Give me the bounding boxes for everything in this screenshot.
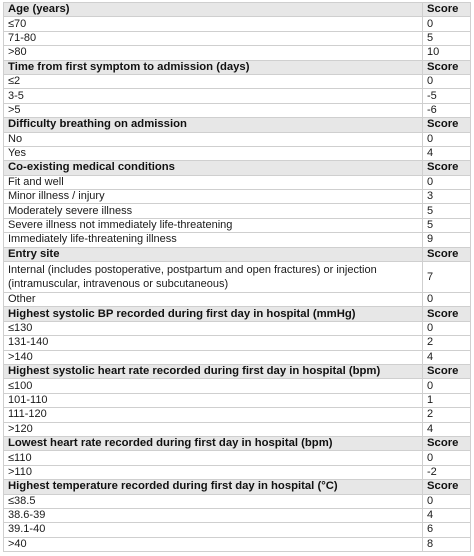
- row-label: Other: [4, 293, 423, 307]
- row-label: 38.6-39: [4, 508, 423, 522]
- row-label: 39.1-40: [4, 523, 423, 537]
- table-row: [4, 132, 471, 146]
- score-column-header: Score: [423, 436, 471, 450]
- row-label: >80: [4, 46, 423, 60]
- table-row: [4, 74, 471, 88]
- section-title: Highest systolic BP recorded during first day in hospital (mmHg): [4, 307, 423, 321]
- row-score: 2: [423, 408, 471, 422]
- section-title: Difficulty breathing on admission: [4, 118, 423, 132]
- table-row: [4, 422, 471, 436]
- score-column-header: Score: [423, 118, 471, 132]
- table-row: [4, 393, 471, 407]
- row-score: 4: [423, 350, 471, 364]
- score-column-header: Score: [423, 3, 471, 17]
- score-column-header: Score: [423, 364, 471, 378]
- row-label: 101-110: [4, 393, 423, 407]
- row-label: >140: [4, 350, 423, 364]
- table-row: [4, 204, 471, 218]
- table-row: [4, 451, 471, 465]
- row-score: 8: [423, 537, 471, 551]
- row-score: 3: [423, 190, 471, 204]
- row-label: >120: [4, 422, 423, 436]
- table-row: [4, 17, 471, 31]
- row-score: 0: [423, 379, 471, 393]
- row-score: -2: [423, 465, 471, 479]
- row-label: Severe illness not immediately life-threatening: [4, 218, 423, 232]
- score-table-body: [4, 3, 471, 552]
- row-label: ≤2: [4, 74, 423, 88]
- section-header-row: [4, 247, 471, 261]
- row-score: 0: [423, 451, 471, 465]
- score-column-header: Score: [423, 480, 471, 494]
- row-label: 3-5: [4, 89, 423, 103]
- section-header-row: [4, 436, 471, 450]
- table-row: [4, 218, 471, 232]
- score-column-header: Score: [423, 247, 471, 261]
- table-row: [4, 190, 471, 204]
- row-score: 4: [423, 146, 471, 160]
- row-label: >5: [4, 103, 423, 117]
- row-score: 5: [423, 204, 471, 218]
- row-score: 0: [423, 293, 471, 307]
- table-row: [4, 46, 471, 60]
- score-column-header: Score: [423, 307, 471, 321]
- score-column-header: Score: [423, 60, 471, 74]
- score-table-container: [3, 2, 470, 552]
- row-label: Yes: [4, 146, 423, 160]
- row-score: 7: [423, 262, 471, 293]
- table-row: [4, 494, 471, 508]
- row-label: 71-80: [4, 31, 423, 45]
- section-header-row: [4, 161, 471, 175]
- row-score: 4: [423, 508, 471, 522]
- row-score: -5: [423, 89, 471, 103]
- table-row: [4, 350, 471, 364]
- table-row: [4, 31, 471, 45]
- table-row: [4, 321, 471, 335]
- section-header-row: [4, 60, 471, 74]
- row-label: >110: [4, 465, 423, 479]
- section-header-row: [4, 118, 471, 132]
- row-label: No: [4, 132, 423, 146]
- section-title: Age (years): [4, 3, 423, 17]
- row-label: Fit and well: [4, 175, 423, 189]
- row-score: 2: [423, 336, 471, 350]
- row-label: ≤100: [4, 379, 423, 393]
- section-title: Time from first symptom to admission (days): [4, 60, 423, 74]
- row-label: ≤38.5: [4, 494, 423, 508]
- row-score: 5: [423, 218, 471, 232]
- section-header-row: [4, 307, 471, 321]
- row-label: 131-140: [4, 336, 423, 350]
- row-score: 1: [423, 393, 471, 407]
- section-title: Co-existing medical conditions: [4, 161, 423, 175]
- row-score: 0: [423, 17, 471, 31]
- section-title: Highest systolic heart rate recorded during first day in hospital (bpm): [4, 364, 423, 378]
- section-header-row: [4, 364, 471, 378]
- row-score: -6: [423, 103, 471, 117]
- section-title: Entry site: [4, 247, 423, 261]
- table-row: [4, 146, 471, 160]
- table-row: [4, 103, 471, 117]
- row-score: 9: [423, 233, 471, 247]
- section-title: Highest temperature recorded during first day in hospital (°C): [4, 480, 423, 494]
- section-header-row: [4, 480, 471, 494]
- table-row: [4, 262, 471, 293]
- table-row: [4, 537, 471, 551]
- table-row: [4, 465, 471, 479]
- row-label: >40: [4, 537, 423, 551]
- row-label: 111-120: [4, 408, 423, 422]
- row-label: Minor illness / injury: [4, 190, 423, 204]
- score-table: [3, 2, 471, 552]
- table-row: [4, 408, 471, 422]
- section-title: Lowest heart rate recorded during first day in hospital (bpm): [4, 436, 423, 450]
- table-row: [4, 233, 471, 247]
- row-score: 0: [423, 175, 471, 189]
- table-row: [4, 89, 471, 103]
- row-label: Immediately life-threatening illness: [4, 233, 423, 247]
- row-score: 0: [423, 132, 471, 146]
- row-score: 0: [423, 494, 471, 508]
- row-score: 6: [423, 523, 471, 537]
- table-row: [4, 175, 471, 189]
- row-label: ≤110: [4, 451, 423, 465]
- row-score: 10: [423, 46, 471, 60]
- row-score: 0: [423, 74, 471, 88]
- row-label: ≤130: [4, 321, 423, 335]
- table-row: [4, 336, 471, 350]
- row-label: Internal (includes postoperative, postpartum and open fractures) or injection (intramuscular, intravenous or subcutaneous): [4, 262, 423, 293]
- row-label: Moderately severe illness: [4, 204, 423, 218]
- row-score: 0: [423, 321, 471, 335]
- table-row: [4, 379, 471, 393]
- row-score: 5: [423, 31, 471, 45]
- table-row: [4, 508, 471, 522]
- row-label: ≤70: [4, 17, 423, 31]
- section-header-row: [4, 3, 471, 17]
- table-row: [4, 523, 471, 537]
- table-row: [4, 293, 471, 307]
- score-column-header: Score: [423, 161, 471, 175]
- row-score: 4: [423, 422, 471, 436]
